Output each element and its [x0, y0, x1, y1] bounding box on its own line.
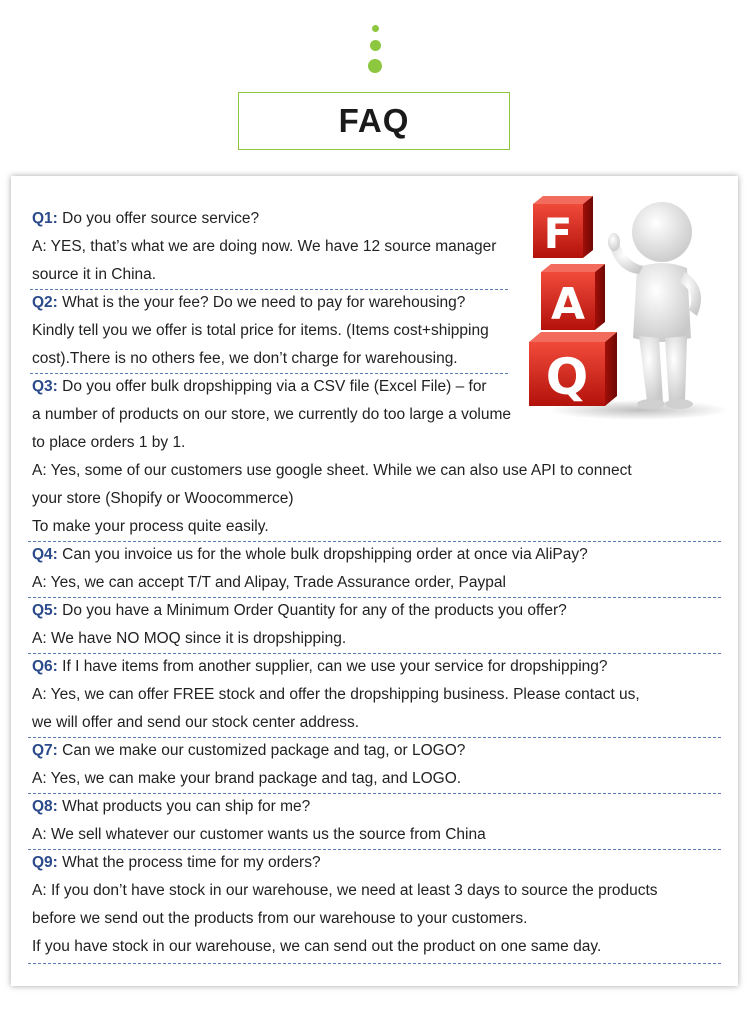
- divider: [28, 541, 721, 542]
- divider: [28, 737, 721, 738]
- faq-answer: A: We sell whatever our customer wants us the source from China: [32, 826, 486, 843]
- faq-card: [11, 176, 738, 986]
- faq-question: [32, 293, 465, 313]
- faq-answer: A: We have NO MOQ since it is dropshipping.: [32, 630, 347, 647]
- dot-medium: [370, 40, 381, 51]
- faq-answer: A: YES, that’s what we are doing now. We have 12 source manager: [32, 238, 497, 255]
- question-label: Q4:: [32, 546, 58, 563]
- question-text: What products you can ship for me?: [62, 798, 311, 815]
- divider: [28, 793, 721, 794]
- faq-list: [11, 176, 738, 986]
- faq-answer: to place orders 1 by 1.: [32, 434, 186, 451]
- question-label: Q6:: [32, 658, 58, 675]
- faq-answer: we will offer and send our stock center address.: [32, 714, 360, 731]
- faq-answer: your store (Shopify or Woocommerce): [32, 490, 294, 507]
- faq-answer: source it in China.: [32, 266, 157, 283]
- faq-question: [32, 741, 465, 761]
- faq-answer: Kindly tell you we offer is total price for items. (Items cost+shipping: [32, 322, 489, 339]
- question-label: Q5:: [32, 602, 58, 619]
- question-label: Q3:: [32, 378, 58, 395]
- divider: [30, 289, 508, 290]
- faq-question: [32, 377, 487, 397]
- divider: [28, 849, 721, 850]
- divider: [28, 597, 721, 598]
- dot-large: [368, 59, 382, 73]
- faq-question: [32, 853, 321, 873]
- faq-answer: A: If you don’t have stock in our warehouse, we need at least 3 days to source the products: [32, 882, 658, 899]
- faq-question: [32, 657, 608, 677]
- faq-answer: To make your process quite easily.: [32, 518, 269, 535]
- faq-answer: a number of products on our store, we currently do too large a volume: [32, 406, 512, 423]
- faq-answer: A: Yes, we can make your brand package and tag, and LOGO.: [32, 770, 462, 787]
- decorative-dots: [0, 0, 750, 90]
- question-label: Q9:: [32, 854, 58, 871]
- faq-answer: A: Yes, some of our customers use google sheet. While we can also use API to connect: [32, 462, 632, 479]
- faq-answer: A: Yes, we can offer FREE stock and offer the dropshipping business. Please contact us,: [32, 686, 640, 703]
- faq-answer: cost).There is no others fee, we don’t charge for warehousing.: [32, 350, 458, 367]
- question-text: Do you offer bulk dropshipping via a CSV file (Excel File) – for: [62, 378, 487, 395]
- divider: [30, 373, 508, 374]
- question-label: Q2:: [32, 294, 58, 311]
- divider: [28, 963, 721, 964]
- page-title: FAQ: [238, 92, 510, 150]
- cube-letter-f: F: [543, 209, 573, 258]
- cube-letter-a: A: [550, 279, 586, 330]
- faq-question: [32, 545, 588, 565]
- faq-answer: before we send out the products from our warehouse to your customers.: [32, 910, 528, 927]
- question-text: Do you have a Minimum Order Quantity for any of the products you offer?: [62, 602, 567, 619]
- question-label: Q7:: [32, 742, 58, 759]
- faq-question: [32, 797, 310, 817]
- question-text: Can we make our customized package and tag, or LOGO?: [62, 742, 466, 759]
- cube-letter-q: Q: [545, 348, 589, 406]
- dot-small: [372, 25, 379, 32]
- question-text: Do you offer source service?: [62, 210, 260, 227]
- question-text: Can you invoice us for the whole bulk dropshipping order at once via AliPay?: [62, 546, 588, 563]
- divider: [28, 653, 721, 654]
- faq-answer: A: Yes, we can accept T/T and Alipay, Trade Assurance order, Paypal: [32, 574, 506, 591]
- faq-question: [32, 601, 567, 621]
- question-text: What the process time for my orders?: [62, 854, 321, 871]
- question-text: If I have items from another supplier, can we use your service for dropshipping?: [62, 658, 608, 675]
- faq-question: [32, 209, 259, 229]
- question-text: What is the your fee? Do we need to pay for warehousing?: [62, 294, 466, 311]
- question-label: Q1:: [32, 210, 58, 227]
- question-label: Q8:: [32, 798, 58, 815]
- faq-answer: If you have stock in our warehouse, we can send out the product on one same day.: [32, 938, 602, 955]
